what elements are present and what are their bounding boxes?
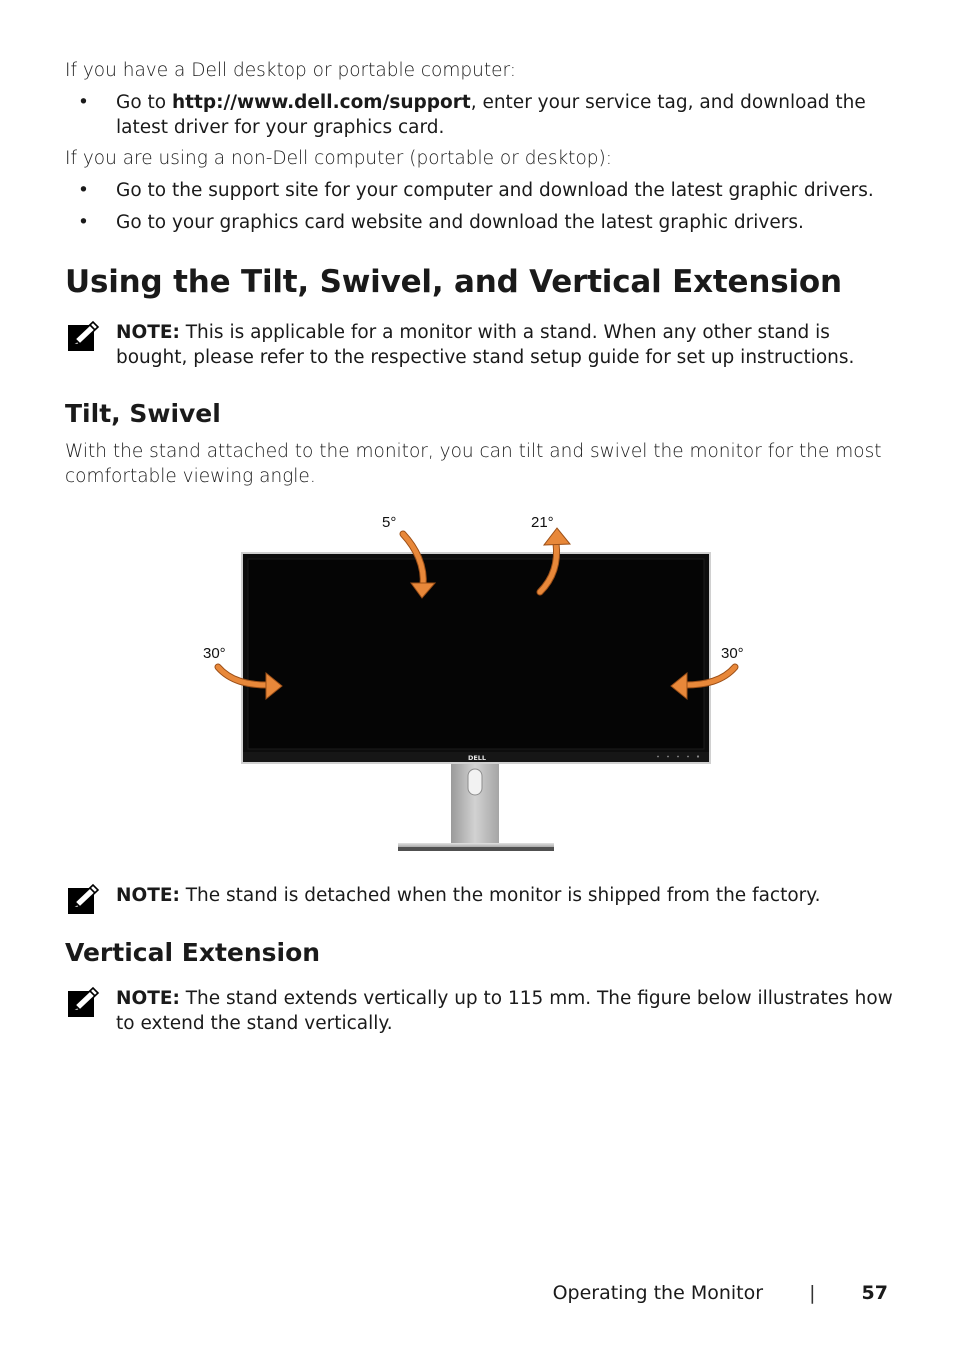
note-pencil-icon (66, 883, 100, 917)
note-label: NOTE: (116, 322, 180, 343)
bullet-text: Go to your graphics card website and download the latest graphic drivers. (116, 212, 804, 233)
vertical-extension-heading: Vertical Extension (65, 938, 321, 967)
bullet-text: Go to the support site for your computer and download the latest graphic drivers. (116, 180, 874, 201)
note-body: This is applicable for a monitor with a stand. When any other stand is bought, please refer to the respective stand setup guide for set up instructions. (116, 322, 855, 368)
dell-computer-intro: If you have a Dell desktop or portable computer: (65, 60, 517, 81)
section-title: Using the Tilt, Swivel, and Vertical Extension (65, 264, 842, 300)
bullet-text (116, 90, 886, 140)
tilt-forward-label: 5° (382, 514, 397, 531)
bullet-dot: • (78, 180, 89, 201)
note-stand-detached (66, 883, 896, 943)
page-footer (553, 1280, 888, 1306)
note-pencil-icon (66, 986, 100, 1020)
note-body: The stand extends vertically up to 115 mm. The figure below illustrates how to extend the stand vertically. (116, 988, 893, 1034)
bullet-text-pre: Go to (116, 92, 172, 113)
monitor-screen (248, 559, 704, 749)
note-pencil-icon (66, 320, 100, 354)
non-dell-computer-intro: If you are using a non-Dell computer (portable or desktop): (65, 148, 612, 169)
dell-logo: DELL (467, 754, 487, 762)
stand-cable-hole (468, 769, 482, 795)
note-stand-applicable (66, 320, 896, 380)
note-label: NOTE: (116, 885, 180, 906)
tilt-swivel-figure (196, 505, 758, 857)
note-text (116, 986, 896, 1036)
stand-base-shadow (398, 847, 554, 851)
tilt-swivel-description: With the stand attached to the monitor, you can tilt and swivel the monitor for the most comfortable viewing angle. (65, 441, 882, 487)
footer-separator: | (809, 1282, 816, 1304)
swivel-left-label: 30° (203, 645, 226, 662)
note-text (116, 883, 896, 908)
page-number: 57 (861, 1282, 888, 1304)
tilt-back-label: 21° (531, 514, 554, 531)
bullet-dot: • (78, 212, 89, 233)
swivel-right-label: 30° (721, 645, 744, 662)
note-text (116, 320, 896, 370)
bullet-text-post: , enter your service tag, and download the latest driver for your graphics card. (116, 92, 866, 138)
note-body: The stand is detached when the monitor is shipped from the factory. (179, 885, 821, 906)
footer-section-name: Operating the Monitor (552, 1282, 764, 1304)
note-vertical-extension (66, 986, 896, 1046)
note-label: NOTE: (116, 988, 180, 1009)
support-link[interactable]: http://www.dell.com/support (172, 92, 471, 113)
tilt-swivel-heading: Tilt, Swivel (65, 399, 221, 428)
monitor-illustration (196, 505, 758, 857)
bullet-dot: • (78, 92, 89, 113)
